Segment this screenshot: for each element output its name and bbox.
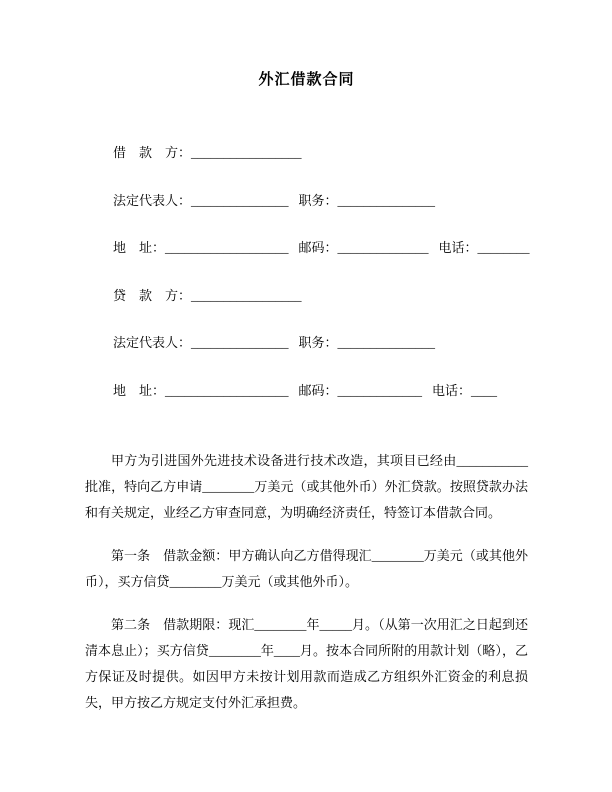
borrower-address-blank-line: ___________________	[165, 240, 289, 255]
lender-phone-blank-line: ____	[471, 382, 498, 398]
lender-address-blank-line: ___________________	[165, 382, 289, 398]
borrower-legal-rep-label: 法定代表人：	[113, 192, 192, 208]
form-row-borrower	[113, 129, 528, 177]
borrower-postcode-blank-line: ______________	[337, 240, 429, 255]
lender-address-label: 地 址：	[113, 382, 166, 398]
borrower-position-blank-line: _______________	[337, 192, 436, 208]
borrower-blank-line: _________________	[191, 145, 302, 160]
lender-postcode-label: 邮码：	[298, 382, 338, 398]
borrower-postcode-label: 邮码：	[298, 240, 338, 255]
lender-postcode-blank-line: _____________	[337, 382, 423, 398]
form-row-lender-address	[113, 367, 528, 415]
form-row-borrower-representative	[113, 177, 528, 225]
form-row-lender	[113, 272, 528, 320]
document-title: 外汇借款合同	[258, 72, 355, 88]
borrower-phone-blank-line: ________	[477, 240, 530, 255]
lender-blank-line: _________________	[191, 287, 302, 303]
lender-position-label: 职务：	[298, 335, 338, 350]
borrower-phone-label: 电话：	[438, 240, 478, 255]
contract-body	[85, 448, 528, 716]
form-row-borrower-address	[113, 224, 528, 272]
paragraph-article-2-loan-term: 第二条 借款期限：现汇________年_____月。（从第一次用汇之日起到还清本息止）；买方信贷________年____月。按本合同所附的用款计划（略），乙方保证及时提供。如因甲方未按计划用款而造成乙方组织外汇资金的利息损失，甲方按乙方规定支付外汇承担费。	[85, 617, 528, 710]
lender-label: 贷 款 方：	[113, 287, 192, 303]
borrower-position-label: 职务：	[298, 192, 338, 208]
borrower-address-label: 地 址：	[113, 240, 166, 255]
paragraph-article-1-loan-amount: 第一条 借款金额：甲方确认向乙方借得现汇________万美元（或其他外币），买方信贷________万美元（或其他外币）。	[85, 548, 528, 589]
contract-header-form	[85, 129, 528, 414]
lender-position-blank-line: _______________	[337, 335, 436, 350]
borrower-label: 借 款 方：	[113, 145, 192, 160]
lender-legal-rep-label: 法定代表人：	[113, 335, 192, 350]
paragraph-preamble: 甲方为引进国外先进技术设备进行技术改造，其项目已经由___________批准，特向乙方申请________万美元（或其他外币）外汇贷款。按照贷款办法和有关规定，业经乙方审查同意，为明确经济责任，特签订本借款合同。	[85, 453, 528, 520]
lender-phone-label: 电话：	[432, 382, 472, 398]
borrower-legal-rep-blank-line: _______________	[191, 192, 289, 208]
lender-legal-rep-blank-line: _______________	[191, 335, 289, 350]
form-row-lender-representative	[113, 319, 528, 367]
